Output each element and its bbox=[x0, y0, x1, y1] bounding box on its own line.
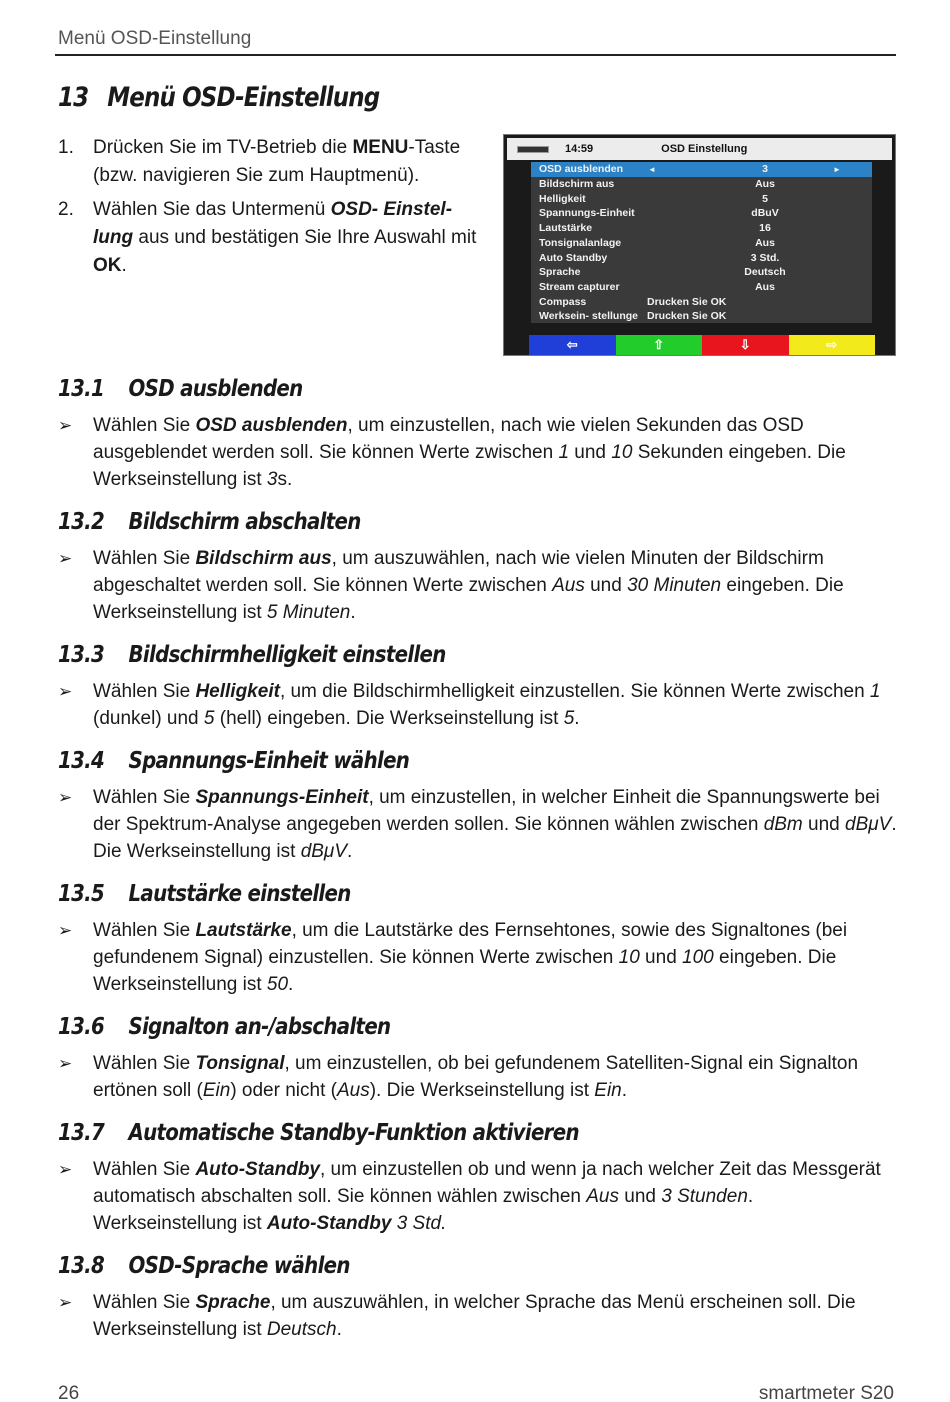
italic-value: 30 Minuten bbox=[627, 575, 722, 596]
text-run: . bbox=[621, 1080, 628, 1101]
emphasis-term: Lautstärke bbox=[195, 920, 292, 941]
osd-row-label: Bildschirm aus bbox=[539, 178, 615, 191]
step-number: 2. bbox=[58, 199, 74, 220]
text-run: Wählen Sie das Untermenü bbox=[93, 199, 331, 220]
text-run: , um die Lautstärke des Fernsehtones, sowie des Signaltones (bei gefundenem Signal) einzustellen. Sie können Werte zwischen bbox=[93, 920, 848, 968]
emphasis-term: MENU bbox=[352, 137, 409, 158]
osd-row-value: Drucken Sie OK bbox=[647, 295, 727, 308]
osd-color-keys bbox=[529, 335, 875, 355]
osd-color-key bbox=[789, 335, 876, 355]
text-run: und bbox=[618, 1186, 662, 1207]
emphasis-term: Sprache bbox=[195, 1292, 271, 1313]
text-run: . bbox=[350, 602, 356, 623]
text-run: Wählen Sie bbox=[93, 681, 196, 702]
osd-row-label: OSD ausblenden bbox=[539, 163, 624, 176]
section-number: 13.4 bbox=[58, 748, 105, 774]
text-run: Sekunden eingeben. Die Werkseinstellung ist bbox=[93, 442, 846, 490]
italic-value: 10 bbox=[618, 947, 640, 968]
section-13-2 bbox=[58, 505, 898, 626]
page-number: 26 bbox=[58, 1383, 80, 1402]
text-run: Wählen Sie bbox=[93, 787, 196, 808]
section-number: 13.2 bbox=[58, 509, 105, 535]
italic-value: 5 Minuten bbox=[266, 602, 351, 623]
section-heading bbox=[58, 638, 780, 672]
text-run: -Taste (bzw. navigieren Sie zum Hauptmenü). bbox=[93, 137, 461, 186]
osd-menu-row bbox=[531, 191, 872, 206]
right-arrow-icon: ⇨ bbox=[826, 337, 838, 352]
osd-row-value: Drucken Sie OK bbox=[647, 310, 727, 323]
section-number: 13.7 bbox=[58, 1120, 105, 1146]
text-run: Drücken Sie im TV-Betrieb die bbox=[93, 137, 353, 158]
text-run: . Die Werkseinstellung ist bbox=[93, 814, 897, 862]
osd-menu-row bbox=[531, 206, 872, 221]
italic-value: 5 bbox=[563, 708, 575, 729]
italic-value: dBμV bbox=[845, 814, 892, 835]
osd-row-label: Lautstärke bbox=[539, 222, 593, 235]
text-run: und bbox=[569, 442, 612, 463]
section-heading bbox=[58, 1116, 780, 1150]
italic-value: 3 Stunden bbox=[661, 1186, 748, 1207]
text-run: und bbox=[584, 575, 628, 596]
osd-menu-row bbox=[531, 250, 872, 265]
text-run: und bbox=[802, 814, 846, 835]
italic-value: 3 Std. bbox=[391, 1213, 447, 1234]
italic-value: Aus bbox=[336, 1080, 370, 1101]
text-run: . bbox=[288, 974, 294, 995]
osd-menu-row bbox=[531, 280, 872, 295]
arrow-bullet-icon: ➢ bbox=[58, 682, 73, 701]
section-heading bbox=[58, 372, 780, 406]
osd-row-label: Tonsignalanlage bbox=[539, 236, 622, 249]
osd-title: OSD Einstellung bbox=[661, 143, 748, 155]
osd-row-value: 16 bbox=[759, 222, 771, 235]
text-run: s. bbox=[277, 469, 293, 490]
section-heading bbox=[58, 744, 780, 778]
bullet-paragraph bbox=[58, 545, 898, 626]
section-title: Automatische Standby-Funktion aktivieren bbox=[128, 1120, 579, 1146]
osd-row-value: Aus bbox=[755, 178, 775, 191]
italic-value: 1 bbox=[558, 442, 570, 463]
running-header: Menü OSD-Einstellung bbox=[58, 28, 252, 49]
emphasis-term: Helligkeit bbox=[195, 681, 280, 702]
emphasis-term: Tonsignal bbox=[195, 1053, 285, 1074]
text-run: Wählen Sie bbox=[93, 1292, 196, 1313]
text-run: aus und bestätigen Sie Ihre Auswahl mit bbox=[133, 227, 477, 248]
osd-row-label: Werksein- stellunge bbox=[539, 310, 639, 323]
section-heading bbox=[58, 505, 780, 539]
arrow-bullet-icon: ➢ bbox=[58, 549, 73, 568]
header-rule bbox=[55, 54, 896, 56]
osd-row-label: Stream capturer bbox=[539, 280, 620, 293]
text-run: , um auszuwählen, in welcher Sprache das Menü erscheinen soll. Die Werkseinstellung ist bbox=[93, 1292, 856, 1340]
osd-menu-row bbox=[531, 265, 872, 280]
osd-title-bar bbox=[507, 138, 892, 160]
text-run: eingeben. Die Werkseinstellung ist bbox=[93, 575, 844, 623]
emphasis-term: OSD ausblenden bbox=[195, 415, 348, 436]
text-run: . bbox=[347, 841, 353, 862]
italic-value: Aus bbox=[552, 575, 585, 596]
text-run: . Werkseinstellung ist bbox=[93, 1186, 754, 1234]
section-title: Spannungs-Einheit wählen bbox=[128, 748, 410, 774]
arrow-bullet-icon: ➢ bbox=[58, 921, 73, 940]
bullet-paragraph bbox=[58, 917, 898, 998]
text-run: . bbox=[574, 708, 580, 729]
osd-row-label: Helligkeit bbox=[539, 192, 586, 205]
text-run: , um einzustellen, in welcher Einheit die Spannungswerte bei der Spektrum-Analyse angegeben werden sollen. Sie können wählen zwischen bbox=[93, 787, 880, 835]
section-13-1 bbox=[58, 372, 898, 493]
step-number: 1. bbox=[58, 137, 74, 158]
instruction-steps bbox=[58, 134, 483, 286]
section-number: 13.8 bbox=[58, 1253, 105, 1279]
emphasis-term: Auto-Standby bbox=[195, 1159, 320, 1180]
emphasis-term: Bildschirm aus bbox=[195, 548, 332, 569]
section-number: 13.1 bbox=[58, 376, 105, 402]
emphasis-term: Spannungs-Einheit bbox=[195, 787, 369, 808]
osd-row-value: Deutsch bbox=[744, 266, 786, 279]
text-run: . bbox=[121, 255, 127, 276]
emphasis-term: OSD- Einstellung bbox=[93, 199, 453, 248]
text-run: und bbox=[639, 947, 683, 968]
osd-row-label: Auto Standby bbox=[539, 251, 608, 264]
osd-row-label: Sprache bbox=[539, 266, 581, 279]
emphasis-term: OK bbox=[93, 255, 122, 276]
section-number: 13.6 bbox=[58, 1014, 105, 1040]
osd-menu-list bbox=[531, 162, 872, 323]
chapter-heading bbox=[58, 82, 379, 113]
osd-menu-row bbox=[531, 177, 872, 192]
bullet-paragraph bbox=[58, 1050, 898, 1104]
osd-menu-row bbox=[531, 294, 872, 309]
arrow-bullet-icon: ➢ bbox=[58, 1160, 73, 1179]
section-13-4 bbox=[58, 744, 898, 865]
osd-row-value: 3 bbox=[762, 163, 768, 176]
osd-menu-row bbox=[531, 236, 872, 251]
bullet-paragraph bbox=[58, 678, 898, 732]
section-heading bbox=[58, 1010, 780, 1044]
text-run: ). Die Werkseinstellung ist bbox=[369, 1080, 595, 1101]
section-13-7 bbox=[58, 1116, 898, 1237]
bullet-paragraph bbox=[58, 1156, 898, 1237]
arrow-bullet-icon: ➢ bbox=[58, 788, 73, 807]
text-run: Wählen Sie bbox=[93, 1159, 196, 1180]
italic-value: dBμV bbox=[300, 841, 348, 862]
section-title: Signalton an-/abschalten bbox=[128, 1014, 391, 1040]
section-13-5 bbox=[58, 877, 898, 998]
section-title: Bildschirm abschalten bbox=[128, 509, 361, 535]
section-heading bbox=[58, 1249, 780, 1283]
emphasis-term: Auto-Standby bbox=[266, 1213, 392, 1234]
section-number: 13.5 bbox=[58, 881, 105, 907]
product-name: smartmeter S20 bbox=[758, 1383, 894, 1402]
osd-row-value: Aus bbox=[755, 236, 775, 249]
italic-value: dBm bbox=[763, 814, 803, 835]
section-title: OSD-Sprache wählen bbox=[128, 1253, 350, 1279]
italic-value: Ein bbox=[594, 1080, 622, 1101]
arrow-bullet-icon: ➢ bbox=[58, 1054, 73, 1073]
italic-value: 1 bbox=[869, 681, 881, 702]
chapter-number: 13 bbox=[58, 82, 89, 113]
italic-value: Ein bbox=[202, 1080, 231, 1101]
italic-value: 100 bbox=[682, 947, 714, 968]
text-run: , um einzustellen, ob bei gefundenem Satelliten-Signal ein Signalton ertönen soll ( bbox=[93, 1053, 859, 1101]
section-title: Lautstärke einstellen bbox=[128, 881, 351, 907]
italic-value: 10 bbox=[611, 442, 633, 463]
text-run: Wählen Sie bbox=[93, 548, 196, 569]
text-run: , um auszuwählen, nach wie vielen Minuten der Bildschirm abgeschaltet werden soll. Sie können Werte zwischen bbox=[93, 548, 824, 596]
italic-value: 5 bbox=[203, 708, 215, 729]
osd-row-label: Spannungs-Einheit bbox=[539, 207, 635, 220]
arrow-bullet-icon: ➢ bbox=[58, 1293, 73, 1312]
text-run: ) oder nicht ( bbox=[230, 1080, 337, 1101]
osd-time: 14:59 bbox=[565, 143, 594, 155]
arrow-bullet-icon: ➢ bbox=[58, 416, 73, 435]
italic-value: Deutsch bbox=[266, 1319, 337, 1340]
osd-color-key bbox=[529, 335, 616, 355]
section-title: Bildschirmhelligkeit einstellen bbox=[128, 642, 446, 668]
osd-menu-row bbox=[531, 162, 872, 177]
arrow-left-icon: ◄ bbox=[648, 164, 656, 174]
osd-menu-row bbox=[531, 309, 872, 324]
section-13-6 bbox=[58, 1010, 898, 1104]
section-heading bbox=[58, 877, 780, 911]
text-run: , um die Bildschirmhelligkeit einzustellen. Sie können Werte zwischen bbox=[279, 681, 870, 702]
text-run: , um einzustellen ob und wenn ja nach welcher Zeit das Messgerät automatisch abschalten soll. Sie können wählen zwischen bbox=[93, 1159, 881, 1207]
section-title: OSD ausblenden bbox=[128, 376, 303, 402]
osd-row-value: 3 Std. bbox=[750, 251, 780, 264]
bullet-paragraph bbox=[58, 1289, 898, 1343]
text-run: . bbox=[336, 1319, 342, 1340]
text-run: (hell) eingeben. Die Werkseinstellung ist bbox=[214, 708, 564, 729]
section-13-8 bbox=[58, 1249, 898, 1343]
signal-bar-icon bbox=[517, 146, 549, 153]
italic-value: 3 bbox=[266, 469, 278, 490]
text-run: (dunkel) und bbox=[93, 708, 204, 729]
bullet-paragraph bbox=[58, 784, 898, 865]
osd-row-value: dBuV bbox=[751, 207, 779, 220]
text-run: eingeben. Die Werkseinstellung ist bbox=[93, 947, 837, 995]
osd-screenshot bbox=[503, 134, 896, 356]
osd-row-value: Aus bbox=[755, 280, 775, 293]
step-item bbox=[58, 134, 483, 190]
up-arrow-icon: ⇧ bbox=[653, 337, 665, 352]
step-item bbox=[58, 196, 483, 280]
arrow-right-icon: ► bbox=[833, 164, 841, 174]
text-run: Wählen Sie bbox=[93, 415, 196, 436]
section-number: 13.3 bbox=[58, 642, 105, 668]
osd-menu-row bbox=[531, 221, 872, 236]
text-run: Wählen Sie bbox=[93, 920, 196, 941]
text-run: , um einzustellen, nach wie vielen Sekunden das OSD ausgeblendet werden soll. Sie können Werte zwischen bbox=[93, 415, 804, 463]
left-arrow-icon: ⇦ bbox=[566, 337, 578, 352]
osd-row-value: 5 bbox=[762, 192, 768, 205]
text-run: Wählen Sie bbox=[93, 1053, 196, 1074]
italic-value: Aus bbox=[586, 1186, 619, 1207]
chapter-title: Menü OSD-Einstellung bbox=[107, 82, 380, 113]
italic-value: 50 bbox=[266, 974, 289, 995]
down-arrow-icon: ⇩ bbox=[739, 337, 751, 352]
bullet-paragraph bbox=[58, 412, 898, 493]
osd-row-label: Compass bbox=[539, 295, 587, 308]
osd-color-key bbox=[616, 335, 703, 355]
section-13-3 bbox=[58, 638, 898, 732]
osd-color-key bbox=[702, 335, 789, 355]
